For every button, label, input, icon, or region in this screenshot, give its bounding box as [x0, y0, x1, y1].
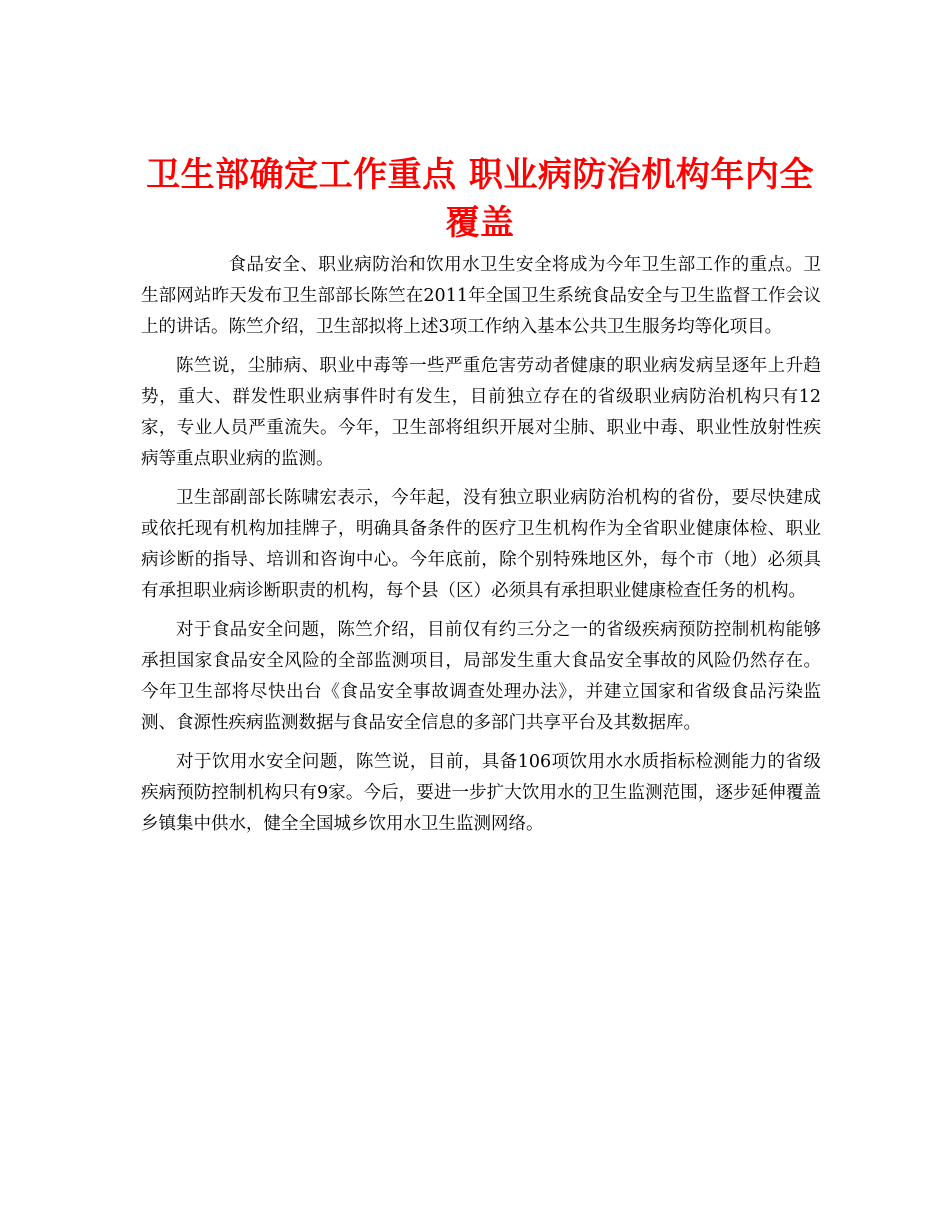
paragraph-1: 食品安全、职业病防治和饮用水卫生安全将成为今年卫生部工作的重点。卫生部网站昨天发布卫生部部长陈竺在2011年全国卫生系统食品安全与卫生监督工作会议上的讲话。陈竺介绍，卫生部拟将上述3项工作纳入基本公共卫生服务均等化项目。 [141, 255, 821, 337]
paragraph-4: 对于食品安全问题，陈竺介绍，目前仅有约三分之一的省级疾病预防控制机构能够承担国家食品安全风险的全部监测项目，局部发生重大食品安全事故的风险仍然存在。今年卫生部将尽快出台《食品安全事故调查处理办法》，并建立国家和省级食品污染监测、食源性疾病监测数据与食品安全信息的多部门共享平台及其数据库。 [141, 620, 821, 733]
article-body [141, 250, 821, 848]
paragraph-2: 陈竺说，尘肺病、职业中毒等一些严重危害劳动者健康的职业病发病呈逐年上升趋势，重大、群发性职业病事件时有发生，目前独立存在的省级职业病防治机构只有12家，专业人员严重流失。今年，卫生部将组织开展对尘肺、职业中毒、职业性放射性疾病等重点职业病的监测。 [141, 356, 821, 469]
paragraph-5: 对于饮用水安全问题，陈竺说，目前，具备106项饮用水水质指标检测能力的省级疾病预防控制机构只有9家。今后，要进一步扩大饮用水的卫生监测范围，逐步延伸覆盖乡镇集中供水，健全全国城乡饮用水卫生监测网络。 [141, 752, 821, 834]
paragraph-3: 卫生部副部长陈啸宏表示，今年起，没有独立职业病防治机构的省份，要尽快建成或依托现有机构加挂牌子，明确具备条件的医疗卫生机构作为全省职业健康体检、职业病诊断的指导、培训和咨询中心。今年底前，除个别特殊地区外，每个市（地）必须具有承担职业病诊断职责的机构，每个县（区）必须具有承担职业健康检查任务的机构。 [141, 488, 821, 601]
page-title: 卫生部确定工作重点 职业病防治机构年内全覆盖 [146, 154, 814, 243]
